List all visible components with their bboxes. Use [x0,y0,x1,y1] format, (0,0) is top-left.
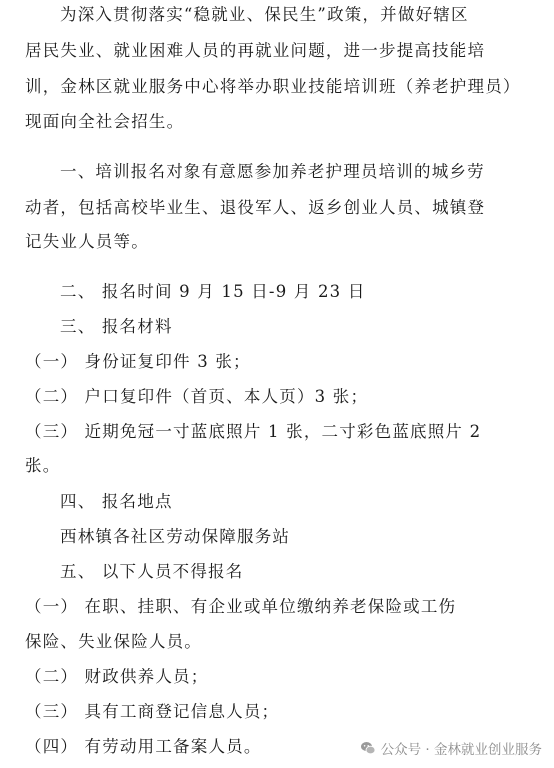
intro-line-2: 居民失业、就业困难人员的再就业问题，进一步提高技能培 [25,41,486,60]
materials-heading: 三、 报名材料 [60,317,173,336]
intro-line-3: 训，金林区就业服务中心将举办职业技能培训班（养老护理员） [25,77,521,96]
section1-line-3: 记失业人员等。 [25,232,149,251]
exclusions-heading: 五、 以下人员不得报名 [60,562,244,581]
wechat-watermark [360,738,542,758]
materials-item-3-cont: 张。 [25,456,61,475]
exclusions-item-4: （四） 有劳动用工备案人员。 [25,737,262,756]
exclusions-item-1-cont: 保险、失业保险人员。 [25,632,202,651]
materials-item-3: （三） 近期免冠一寸蓝底照片 1 张，二寸彩色蓝底照片 2 [25,422,482,441]
exclusions-item-1: （一） 在职、挂职、有企业或单位缴纳养老保险或工伤 [25,597,457,616]
section1-line-1: 一、培训报名对象有意愿参加养老护理员培训的城乡劳 [60,162,485,181]
intro-line-4: 现面向全社会招生。 [25,112,185,131]
exclusions-item-2: （二） 财政供养人员； [25,667,209,686]
exclusions-item-3: （三） 具有工商登记信息人员； [25,702,280,721]
location-heading: 四、 报名地点 [60,492,173,511]
intro-line-1: 为深入贯彻落实“稳就业、保民生”政策，并做好辖区 [60,5,469,24]
materials-item-1: （一） 身份证复印件 3 张； [25,352,251,371]
registration-time: 二、 报名时间 9 月 15 日-9 月 23 日 [60,282,366,301]
watermark-text: 公众号 · 金林就业创业服务 [380,742,542,758]
section1-line-2: 动者，包括高校毕业生、退役军人、返乡创业人员、城镇登 [25,198,486,217]
wechat-icon [360,740,376,756]
location-body: 西林镇各社区劳动保障服务站 [60,527,291,546]
materials-item-2: （二） 户口复印件（首页、本人页）3 张； [25,387,369,406]
